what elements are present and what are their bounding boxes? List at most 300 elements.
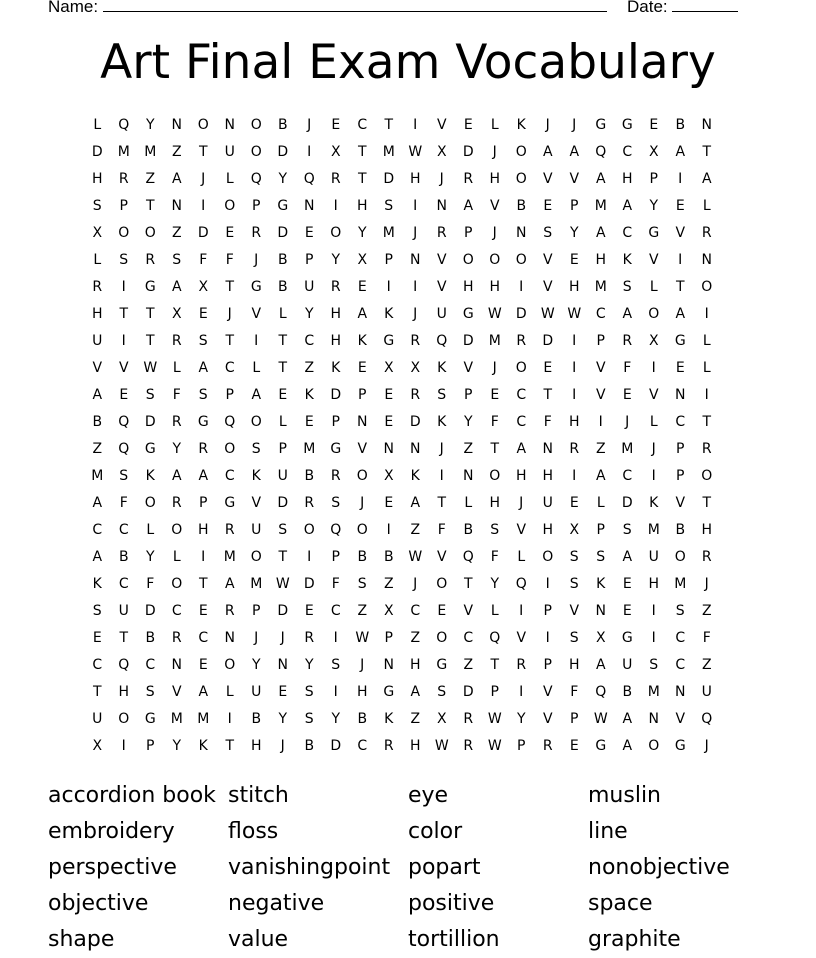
grid-letter: I: [678, 171, 683, 187]
grid-letter: G: [595, 738, 607, 754]
grid-letter: D: [621, 495, 633, 511]
grid-letter: B: [675, 117, 686, 133]
grid-letter: S: [278, 522, 288, 538]
grid-letter: J: [280, 630, 285, 646]
grid-letter: D: [277, 225, 289, 241]
grid-letter: S: [437, 684, 447, 700]
grid-letter: E: [304, 414, 314, 430]
grid-letter: S: [622, 279, 632, 295]
grid-letter: A: [357, 306, 368, 322]
grid-letter: F: [490, 414, 499, 430]
grid-letter: E: [437, 603, 447, 619]
grid-letter: S: [251, 441, 261, 457]
grid-letter: E: [278, 387, 288, 403]
grid-letter: I: [678, 252, 683, 268]
grid-letter: P: [252, 603, 261, 619]
grid-letter: H: [356, 198, 368, 214]
grid-letter: I: [651, 630, 656, 646]
grid-letter: E: [198, 657, 208, 673]
grid-letter: A: [622, 198, 633, 214]
grid-letter: O: [489, 252, 501, 268]
grid-letter: G: [462, 306, 474, 322]
grid-letter: V: [171, 684, 182, 700]
grid-letter: A: [198, 684, 209, 700]
grid-letter: Z: [595, 441, 606, 457]
grid-letter: S: [145, 684, 155, 700]
grid-letter: E: [675, 360, 685, 376]
grid-letter: S: [675, 603, 685, 619]
word-bank-item: popart: [408, 855, 481, 880]
grid-letter: F: [570, 684, 579, 700]
grid-letter: D: [542, 333, 554, 349]
grid-letter: D: [197, 225, 209, 241]
grid-letter: T: [702, 144, 712, 160]
grid-letter: A: [595, 468, 606, 484]
grid-letter: Z: [92, 441, 103, 457]
grid-letter: Y: [145, 549, 155, 565]
grid-letter: A: [92, 387, 103, 403]
grid-letter: Q: [595, 144, 607, 160]
grid-letter: E: [490, 387, 500, 403]
grid-letter: X: [92, 738, 103, 754]
grid-letter: Q: [330, 522, 342, 538]
grid-letter: Z: [171, 225, 182, 241]
grid-letter: X: [410, 360, 421, 376]
grid-letter: R: [251, 225, 262, 241]
grid-letter: P: [543, 603, 552, 619]
grid-letter: R: [410, 333, 421, 349]
grid-letter: H: [515, 468, 527, 484]
grid-letter: K: [145, 468, 155, 484]
grid-letter: C: [357, 117, 368, 133]
grid-letter: H: [489, 495, 501, 511]
grid-letter: F: [225, 252, 234, 268]
grid-letter: I: [333, 630, 338, 646]
grid-letter: M: [382, 144, 395, 160]
grid-letter: N: [171, 198, 182, 214]
grid-letter: L: [490, 117, 499, 133]
grid-letter: T: [543, 387, 553, 403]
grid-letter: I: [201, 198, 206, 214]
grid-letter: I: [307, 144, 312, 160]
grid-letter: V: [542, 711, 553, 727]
grid-letter: O: [171, 576, 183, 592]
grid-letter: E: [622, 603, 632, 619]
grid-letter: E: [119, 387, 129, 403]
grid-letter: R: [145, 252, 156, 268]
grid-letter: L: [172, 549, 181, 565]
grid-letter: Y: [357, 225, 367, 241]
grid-letter: E: [543, 198, 553, 214]
grid-letter: K: [331, 360, 341, 376]
grid-letter: A: [171, 279, 182, 295]
grid-letter: V: [542, 252, 553, 268]
grid-letter: Z: [357, 603, 368, 619]
grid-letter: V: [489, 198, 500, 214]
grid-letter: E: [622, 387, 632, 403]
grid-letter: Y: [463, 414, 473, 430]
grid-letter: R: [330, 279, 341, 295]
grid-letter: R: [92, 279, 103, 295]
grid-letter: F: [146, 576, 155, 592]
grid-letter: T: [357, 144, 367, 160]
grid-letter: B: [145, 630, 156, 646]
grid-letter: I: [254, 333, 259, 349]
grid-letter: I: [227, 711, 232, 727]
grid-letter: Q: [118, 441, 130, 457]
grid-letter: D: [462, 684, 474, 700]
grid-letter: D: [462, 144, 474, 160]
grid-letter: K: [596, 576, 606, 592]
grid-letter: P: [570, 198, 579, 214]
grid-letter: E: [198, 306, 208, 322]
grid-letter: L: [278, 306, 287, 322]
grid-letter: J: [439, 171, 444, 187]
grid-letter: G: [197, 414, 209, 430]
grid-letter: I: [121, 738, 126, 754]
grid-letter: U: [92, 711, 103, 727]
grid-letter: O: [648, 738, 660, 754]
grid-letter: V: [648, 387, 659, 403]
grid-letter: E: [304, 603, 314, 619]
grid-letter: Y: [649, 198, 659, 214]
grid-letter: P: [676, 441, 685, 457]
grid-letter: S: [304, 711, 314, 727]
letter-grid: [84, 112, 720, 760]
grid-letter: M: [91, 468, 104, 484]
grid-letter: R: [516, 333, 527, 349]
grid-letter: G: [277, 198, 289, 214]
grid-letter: H: [489, 279, 501, 295]
grid-letter: P: [676, 468, 685, 484]
grid-letter: G: [144, 711, 156, 727]
grid-letter: A: [171, 171, 182, 187]
grid-letter: E: [384, 495, 394, 511]
grid-letter: M: [594, 279, 607, 295]
grid-letter: R: [463, 738, 474, 754]
grid-letter: Z: [463, 657, 474, 673]
grid-letter: C: [675, 630, 686, 646]
grid-letter: V: [516, 522, 527, 538]
grid-letter: A: [251, 387, 262, 403]
word-bank-item: color: [408, 819, 463, 844]
grid-letter: S: [198, 387, 208, 403]
grid-letter: P: [225, 387, 234, 403]
grid-letter: O: [224, 657, 236, 673]
grid-letter: F: [172, 387, 181, 403]
grid-letter: Y: [172, 738, 182, 754]
grid-letter: O: [356, 522, 368, 538]
grid-letter: K: [357, 333, 367, 349]
grid-letter: U: [304, 279, 315, 295]
grid-letter: T: [92, 684, 102, 700]
grid-letter: B: [277, 279, 288, 295]
grid-letter: D: [144, 603, 156, 619]
grid-letter: X: [383, 468, 394, 484]
grid-letter: A: [463, 198, 474, 214]
grid-letter: C: [330, 603, 341, 619]
grid-letter: D: [383, 171, 395, 187]
grid-letter: O: [144, 225, 156, 241]
grid-letter: V: [542, 684, 553, 700]
grid-letter: S: [569, 630, 579, 646]
grid-letter: F: [543, 414, 552, 430]
grid-letter: S: [331, 495, 341, 511]
grid-letter: G: [250, 279, 262, 295]
word-bank-item: tortillion: [408, 927, 500, 952]
word-bank-item: perspective: [48, 855, 177, 880]
grid-letter: V: [436, 117, 447, 133]
grid-letter: X: [569, 522, 580, 538]
grid-letter: I: [651, 360, 656, 376]
grid-letter: J: [413, 225, 418, 241]
grid-letter: O: [515, 144, 527, 160]
grid-letter: S: [384, 198, 394, 214]
grid-letter: O: [356, 468, 368, 484]
grid-letter: V: [516, 630, 527, 646]
grid-letter: V: [251, 495, 262, 511]
grid-letter: P: [199, 495, 208, 511]
grid-letter: V: [569, 171, 580, 187]
grid-letter: M: [382, 225, 395, 241]
grid-letter: E: [304, 225, 314, 241]
grid-letter: F: [490, 549, 499, 565]
grid-letter: I: [386, 279, 391, 295]
grid-letter: R: [701, 441, 712, 457]
grid-letter: H: [91, 171, 103, 187]
grid-letter: Y: [331, 711, 341, 727]
grid-letter: C: [675, 414, 686, 430]
grid-letter: S: [569, 576, 579, 592]
grid-letter: S: [92, 198, 102, 214]
grid-letter: X: [92, 225, 103, 241]
grid-letter: E: [92, 630, 102, 646]
grid-letter: G: [621, 630, 633, 646]
grid-letter: A: [701, 171, 712, 187]
grid-letter: J: [572, 117, 577, 133]
grid-letter: H: [648, 576, 660, 592]
grid-letter: R: [171, 333, 182, 349]
grid-letter: I: [121, 279, 126, 295]
grid-letter: G: [144, 279, 156, 295]
grid-letter: N: [304, 198, 315, 214]
grid-letter: F: [437, 522, 446, 538]
grid-letter: V: [463, 360, 474, 376]
grid-letter: T: [463, 576, 473, 592]
grid-letter: P: [464, 225, 473, 241]
grid-letter: W: [143, 360, 158, 376]
page-title: Art Final Exam Vocabulary: [100, 35, 716, 90]
grid-letter: R: [198, 441, 209, 457]
grid-letter: P: [252, 198, 261, 214]
word-bank-item: line: [588, 819, 628, 844]
grid-letter: Z: [463, 441, 474, 457]
grid-letter: R: [569, 441, 580, 457]
grid-letter: E: [384, 414, 394, 430]
grid-letter: B: [118, 549, 129, 565]
grid-letter: Q: [436, 333, 448, 349]
grid-letter: L: [702, 360, 711, 376]
grid-letter: L: [702, 198, 711, 214]
grid-letter: P: [596, 522, 605, 538]
grid-letter: J: [519, 495, 524, 511]
grid-letter: O: [118, 711, 130, 727]
grid-letter: H: [462, 279, 474, 295]
grid-letter: R: [304, 630, 315, 646]
grid-letter: B: [357, 549, 368, 565]
grid-letter: N: [675, 387, 686, 403]
grid-letter: P: [517, 738, 526, 754]
grid-letter: B: [277, 117, 288, 133]
grid-letter: Z: [171, 144, 182, 160]
grid-letter: S: [172, 252, 182, 268]
word-bank-item: muslin: [588, 783, 662, 808]
grid-letter: M: [647, 522, 660, 538]
grid-letter: U: [648, 549, 659, 565]
grid-letter: Y: [278, 171, 288, 187]
grid-letter: A: [595, 225, 606, 241]
grid-letter: F: [331, 576, 340, 592]
date-blank-line: [672, 0, 738, 12]
grid-letter: N: [595, 603, 606, 619]
grid-letter: O: [515, 171, 527, 187]
grid-letter: O: [303, 522, 315, 538]
grid-letter: J: [704, 576, 709, 592]
grid-letter: W: [487, 738, 502, 754]
grid-letter: R: [171, 630, 182, 646]
grid-letter: Z: [145, 171, 156, 187]
grid-letter: M: [594, 198, 607, 214]
grid-letter: P: [331, 414, 340, 430]
grid-letter: P: [384, 630, 393, 646]
grid-letter: C: [595, 306, 606, 322]
grid-letter: E: [384, 387, 394, 403]
name-label: Name:: [48, 0, 99, 16]
grid-letter: C: [516, 387, 527, 403]
word-bank-item: value: [228, 927, 289, 952]
grid-letter: J: [651, 441, 656, 457]
grid-letter: C: [171, 603, 182, 619]
grid-letter: S: [437, 387, 447, 403]
grid-letter: N: [224, 117, 235, 133]
grid-letter: I: [386, 522, 391, 538]
grid-letter: Q: [118, 657, 130, 673]
grid-letter: O: [224, 441, 236, 457]
grid-letter: A: [595, 171, 606, 187]
grid-letter: M: [223, 549, 236, 565]
grid-letter: R: [542, 738, 553, 754]
grid-letter: H: [118, 684, 130, 700]
grid-letter: V: [463, 603, 474, 619]
grid-letter: T: [675, 279, 685, 295]
grid-letter: H: [91, 306, 103, 322]
grid-letter: E: [569, 252, 579, 268]
grid-letter: I: [439, 468, 444, 484]
grid-letter: T: [225, 279, 235, 295]
grid-letter: P: [278, 441, 287, 457]
grid-letter: S: [357, 576, 367, 592]
grid-letter: C: [622, 144, 633, 160]
grid-letter: O: [250, 117, 262, 133]
grid-letter: Y: [251, 657, 261, 673]
grid-letter: N: [410, 441, 421, 457]
grid-letter: R: [701, 549, 712, 565]
grid-letter: Q: [250, 171, 262, 187]
grid-letter: G: [224, 495, 236, 511]
grid-letter: B: [304, 738, 315, 754]
grid-letter: P: [596, 333, 605, 349]
grid-letter: S: [331, 657, 341, 673]
grid-letter: Y: [516, 711, 526, 727]
grid-letter: P: [543, 657, 552, 673]
grid-letter: E: [569, 495, 579, 511]
grid-letter: Z: [410, 711, 421, 727]
grid-letter: Q: [515, 576, 527, 592]
grid-letter: C: [92, 657, 103, 673]
grid-letter: C: [92, 522, 103, 538]
grid-letter: H: [542, 522, 554, 538]
grid-letter: H: [701, 522, 713, 538]
grid-letter: U: [92, 333, 103, 349]
grid-letter: D: [303, 576, 315, 592]
grid-letter: I: [545, 630, 550, 646]
grid-letter: V: [675, 225, 686, 241]
grid-letter: U: [118, 603, 129, 619]
grid-letter: K: [649, 495, 659, 511]
grid-letter: N: [675, 684, 686, 700]
grid-letter: X: [383, 360, 394, 376]
word-bank-item: stitch: [228, 783, 289, 808]
grid-letter: O: [515, 360, 527, 376]
grid-letter: M: [647, 684, 660, 700]
grid-letter: T: [119, 630, 129, 646]
grid-letter: F: [623, 360, 632, 376]
grid-letter: R: [224, 522, 235, 538]
grid-letter: O: [674, 549, 686, 565]
grid-letter: U: [436, 306, 447, 322]
grid-letter: L: [278, 414, 287, 430]
grid-letter: W: [434, 738, 449, 754]
grid-letter: W: [408, 549, 423, 565]
grid-letter: V: [542, 279, 553, 295]
grid-letter: O: [197, 117, 209, 133]
grid-letter: J: [492, 225, 497, 241]
grid-letter: T: [278, 549, 288, 565]
grid-letter: N: [542, 441, 553, 457]
grid-letter: R: [224, 603, 235, 619]
grid-letter: I: [519, 279, 524, 295]
grid-letter: H: [409, 657, 421, 673]
grid-letter: K: [384, 711, 394, 727]
grid-letter: E: [649, 117, 659, 133]
grid-letter: J: [492, 144, 497, 160]
grid-letter: J: [704, 738, 709, 754]
grid-letter: N: [277, 657, 288, 673]
grid-letter: A: [198, 360, 209, 376]
grid-letter: U: [701, 684, 712, 700]
grid-letter: I: [413, 198, 418, 214]
grid-letter: H: [568, 279, 580, 295]
grid-letter: T: [437, 495, 447, 511]
grid-letter: C: [118, 576, 129, 592]
grid-letter: S: [569, 549, 579, 565]
grid-letter: I: [572, 333, 577, 349]
grid-letter: R: [463, 171, 474, 187]
grid-letter: M: [117, 144, 130, 160]
grid-letter: V: [675, 711, 686, 727]
grid-letter: L: [93, 252, 102, 268]
grid-letter: J: [360, 495, 365, 511]
